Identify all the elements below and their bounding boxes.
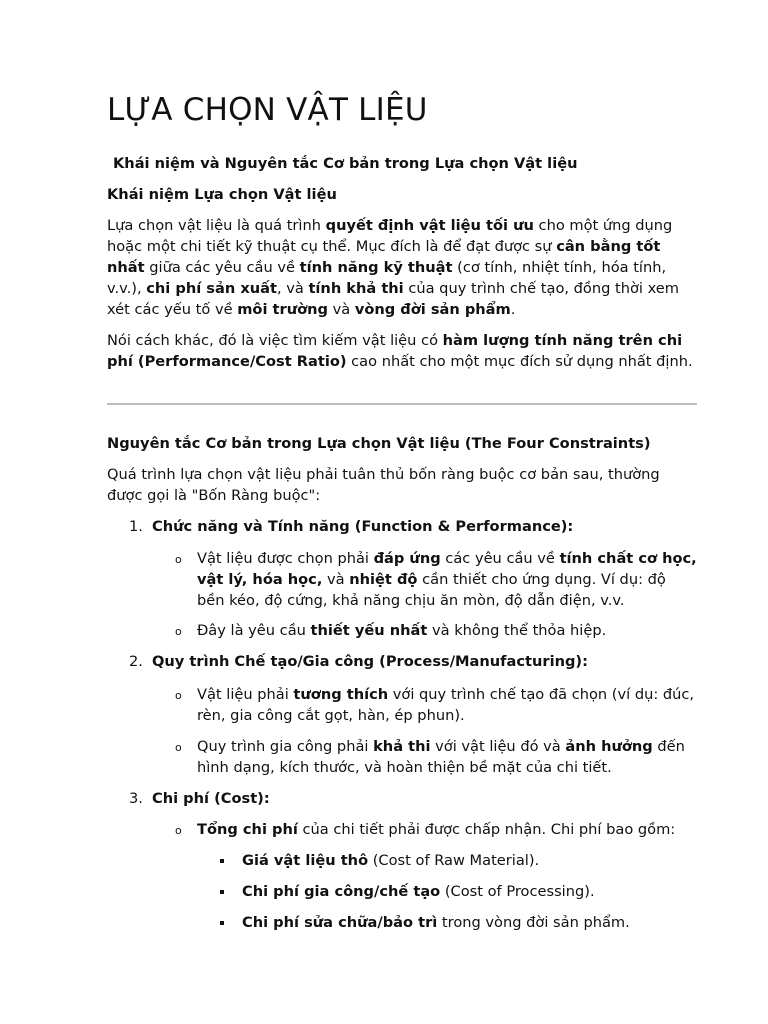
list-number-2: 2. [129, 653, 143, 670]
horizontal-divider [107, 403, 697, 405]
section2-intro: Quá trình lựa chọn vật liệu phải tuân thủ bốn ràng buộc cơ bản sau, thường được gọi là "Bốn Ràng buộc": [107, 466, 660, 504]
constraint-2-label: Quy trình Chế tạo/Gia công (Process/Manufacturing): [152, 653, 588, 670]
bullet-icon: o [175, 553, 182, 566]
ratio-paragraph: Nói cách khác, đó là việc tìm kiếm vật liệu có hàm lượng tính năng trên chi phí (Performance/Cost Ratio) cao nhất cho một mục đích sử dụng nhất định. [107, 332, 693, 370]
document-title: LỰA CHỌN VẬT LIỆU [107, 92, 428, 128]
bullet-icon: o [175, 824, 182, 837]
section2-heading: Nguyên tắc Cơ bản trong Lựa chọn Vật liệu (The Four Constraints) [107, 435, 651, 452]
constraint-1-point-1: Vật liệu được chọn phải đáp ứng các yêu cầu về tính chất cơ học, vật lý, hóa học, và nhiệt độ cần thiết cho ứng dụng. Ví dụ: độ bền kéo, độ cứng, khả năng chịu ăn mòn, độ dẫn điện, v.v. [197, 550, 697, 609]
concept-paragraph: Lựa chọn vật liệu là quá trình quyết định vật liệu tối ưu cho một ứng dụng hoặc một chi tiết kỹ thuật cụ thể. Mục đích là để đạt được sự cân bằng tốt nhất giữa các yêu cầu về tính năng kỹ thuật (cơ tính, nhiệt tính, hóa tính, v.v.), chi phí sản xuất, và tính khả thi của quy trình chế tạo, đồng thời xem xét các yếu tố về môi trường và vòng đời sản phẩm. [107, 217, 679, 318]
section1-heading: Khái niệm Lựa chọn Vật liệu [107, 186, 337, 203]
bullet-icon: o [175, 625, 182, 638]
constraint-3-label: Chi phí (Cost): [152, 790, 270, 807]
list-number-3: 3. [129, 790, 143, 807]
constraint-2-point-2: Quy trình gia công phải khả thi với vật liệu đó và ảnh hưởng đến hình dạng, kích thước, và hoàn thiện bề mặt của chi tiết. [197, 738, 685, 776]
constraint-1-label: Chức năng và Tính năng (Function & Performance): [152, 518, 574, 535]
cost-item-raw-material: Giá vật liệu thô (Cost of Raw Material). [242, 852, 540, 869]
bullet-icon: o [175, 689, 182, 702]
cost-item-processing: Chi phí gia công/chế tạo (Cost of Processing). [242, 883, 595, 900]
square-bullet-icon [220, 890, 224, 894]
square-bullet-icon [220, 921, 224, 925]
bullet-icon: o [175, 741, 182, 754]
cost-item-maintenance: Chi phí sửa chữa/bảo trì trong vòng đời sản phẩm. [242, 914, 630, 931]
constraint-2-point-1: Vật liệu phải tương thích với quy trình chế tạo đã chọn (ví dụ: đúc, rèn, gia công cắt gọt, hàn, ép phun). [197, 686, 695, 724]
subtitle: Khái niệm và Nguyên tắc Cơ bản trong Lựa chọn Vật liệu [113, 155, 578, 172]
list-number-1: 1. [129, 518, 143, 535]
constraint-3-point-1: Tổng chi phí của chi tiết phải được chấp nhận. Chi phí bao gồm: [197, 821, 676, 838]
constraint-1-point-2: Đây là yêu cầu thiết yếu nhất và không thể thỏa hiệp. [197, 622, 607, 639]
square-bullet-icon [220, 859, 224, 863]
